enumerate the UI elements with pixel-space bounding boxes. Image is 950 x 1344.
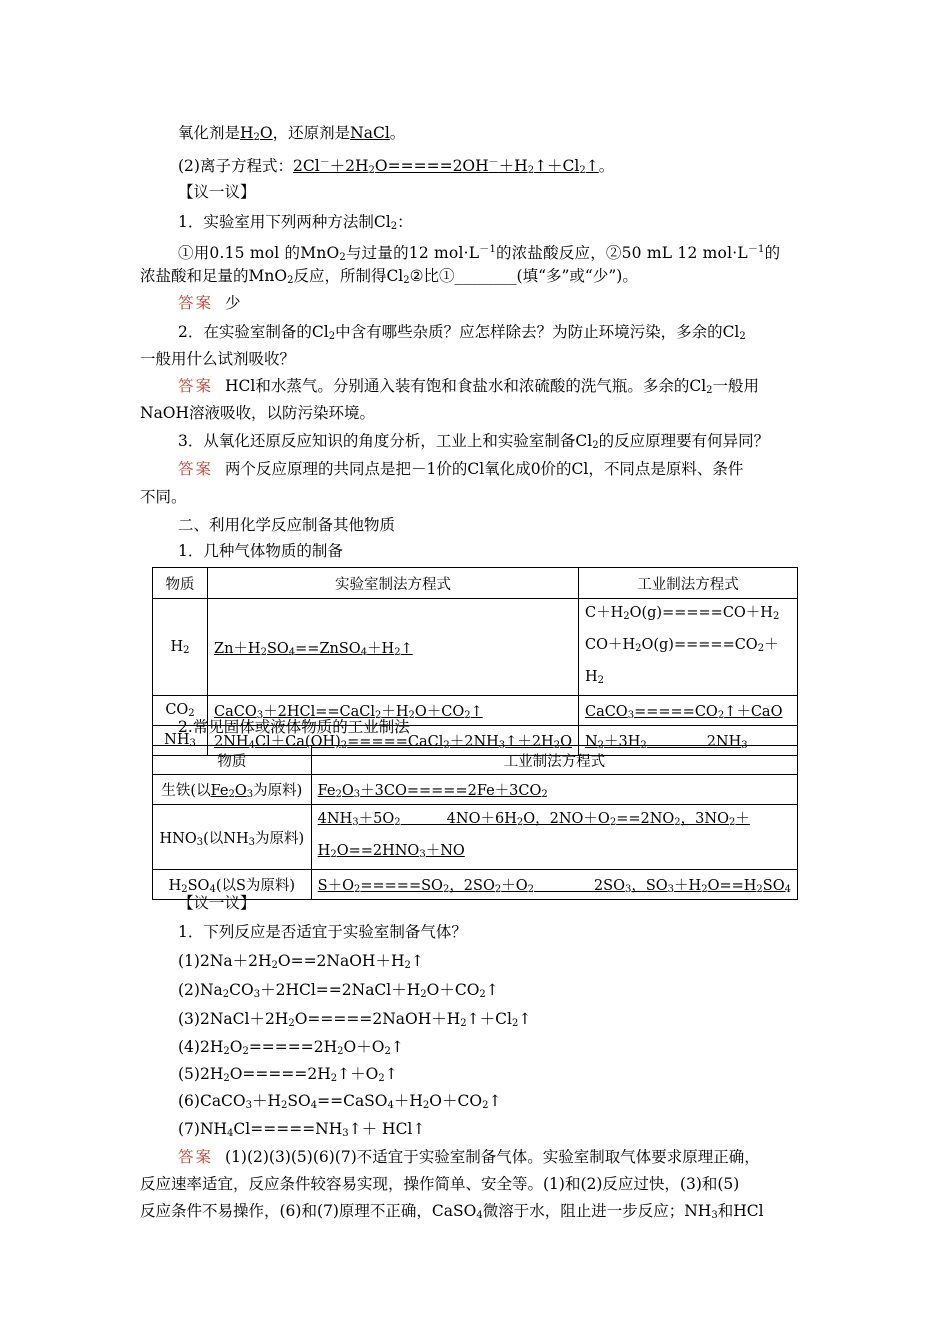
section-heading: 【议一议】 <box>178 183 256 201</box>
answer-text: 答案 (1)(2)(3)(5)(6)(7)不适宜于实验室制备气体。实验室制取气体要求原理正确， <box>178 1148 760 1166</box>
answer-text: 答案 HCl和水蒸气。分别通入装有饱和食盐水和浓硫酸的洗气瓶。多余的$Cl_2$一般用 <box>178 377 760 396</box>
answer-text: NaOH溶液吸收，以防污染环境。 <box>140 404 376 422</box>
table-cell: $HNO_3$(以$NH_3$为原料) <box>153 805 312 870</box>
table-header: 工业制法方程式 <box>578 568 797 599</box>
question-text: 1．下列反应是否适宜于实验室制备气体？ <box>178 923 467 941</box>
reaction-item: $(6)CaCO_3+H_2SO_4==CaSO_4+H_2O+CO_2↑$ <box>178 1092 502 1111</box>
table-cell: $CaCO_3+2HCl==CaCl_2+H_2O+CO_2↑$ <box>208 696 579 726</box>
table-cell: $H_2SO_4$(以S为原料) <box>153 870 312 900</box>
table-cell: $Zn+H_2SO_4==ZnSO_4+H_2↑$ <box>208 599 579 696</box>
question-text: ①用0.15 mol 的MnO$_2$与过量的12 $mol\cdot L^{-1}$的浓盐酸反应，②50 mL 12 $mol\cdot L^{-1}$的 <box>178 244 781 263</box>
reaction-item: $(7)NH_4Cl=====NH_3↑+$ HCl↑ <box>178 1120 426 1139</box>
table-cell: $N_2+3H_2$ $2NH_3$ <box>578 726 797 756</box>
table-header: 物质 <box>153 746 312 775</box>
question-text: 1．实验室用下列两种方法制$Cl_2$： <box>178 213 413 232</box>
table-cell: $C+H_2O(g)=====CO+H_2$ $CO+H_2O(g)=====CO_2+H_2$ <box>578 599 797 696</box>
question-text: 3．从氧化还原反应知识的角度分析，工业上和实验室制备$Cl_2$的反应原理要有何异同？ <box>178 432 770 451</box>
table-cell: $S+O_2=====SO_2$，$2SO_2+O_2$ $2SO_3$，$SO_3+H_2O==H_2SO_4$ <box>311 870 797 900</box>
table-cell: $NH_3$ <box>153 726 208 756</box>
reaction-item: $(1)2Na+2H_2O==2NaOH+H_2↑$ <box>178 952 424 971</box>
table-cell: $Fe_2O_3+3CO=====2Fe+3CO_2$ <box>311 775 797 805</box>
table-header: 物质 <box>153 568 208 599</box>
table-cell: 生铁(以$Fe_2O_3$为原料) <box>153 775 312 805</box>
table-cell: $2NH_4Cl+Ca(OH)_2=====CaCl_2+2NH_3↑+2H_2O$ <box>208 726 579 756</box>
reaction-item: $(4)2H_2O_2=====2H_2O+O_2↑$ <box>178 1038 404 1057</box>
table-cell: $CaCO_3=====CO_2↑+CaO$ <box>578 696 797 726</box>
answer-text: 不同。 <box>140 488 187 506</box>
reaction-item: $(2)Na_2CO_3+2HCl==2NaCl+H_2O+CO_2↑$ <box>178 981 499 1000</box>
section-heading: 【议一议】 <box>178 894 256 912</box>
text-line: (2)离子方程式：$2Cl^-+2H_2O=====2OH^-+H_2↑+Cl_2↑$。 <box>178 157 615 176</box>
table-row <box>153 775 798 805</box>
reaction-item: $(5)2H_2O=====2H_2↑+O_2↑$ <box>178 1065 398 1084</box>
table-row <box>153 599 798 696</box>
table-header: 实验室制法方程式 <box>208 568 579 599</box>
reaction-item: $(3)2NaCl+2H_2O=====2NaOH+H_2↑+Cl_2↑$ <box>178 1010 532 1029</box>
answer-text: 答案 少 <box>178 294 241 312</box>
table-cell: $CO_2$ <box>153 696 208 726</box>
question-text: 2．在实验室制备的$Cl_2$中含有哪些杂质？应怎样除去？为防止环境污染，多余的$Cl_2$ <box>178 323 746 342</box>
table-cell: $H_2$ <box>153 599 208 696</box>
answer-text: 反应条件不易操作，(6)和(7)原理不正确，CaSO$_4$微溶于水，阻止进一步反应；$NH_3$和HCl <box>140 1202 764 1221</box>
subsection-heading: 1．几种气体物质的制备 <box>178 542 343 560</box>
industrial-preparation-table <box>152 745 798 900</box>
question-text: 一般用什么试剂吸收？ <box>140 350 296 368</box>
table-header: 工业制法方程式 <box>311 746 797 775</box>
answer-text: 答案 两个反应原理的共同点是把－1价的Cl氧化成0价的Cl，不同点是原料、条件 <box>178 460 744 478</box>
question-text: 浓盐酸和足量的MnO$_2$反应，所制得$Cl_2②$比①________(填“多”或“少”)。 <box>140 267 638 286</box>
text-line: 氧化剂是$H_2O$，还原剂是NaCl。 <box>178 124 406 143</box>
table-cell: $4NH_3+5O_2$ $4NO+6H_2O$，$2NO+O_2==2NO_2$，$3NO_2+$ $H_2O==2HNO_3+NO$ <box>311 805 797 870</box>
section-heading: 二、利用化学反应制备其他物质 <box>178 516 396 534</box>
subsection-heading: 2.常见固体或液体物质的工业制法 <box>178 718 410 736</box>
answer-text: 反应速率适宜，反应条件较容易实现，操作简单、安全等。(1)和(2)反应过快，(3)和(5) <box>140 1175 740 1193</box>
table-row <box>153 805 798 870</box>
